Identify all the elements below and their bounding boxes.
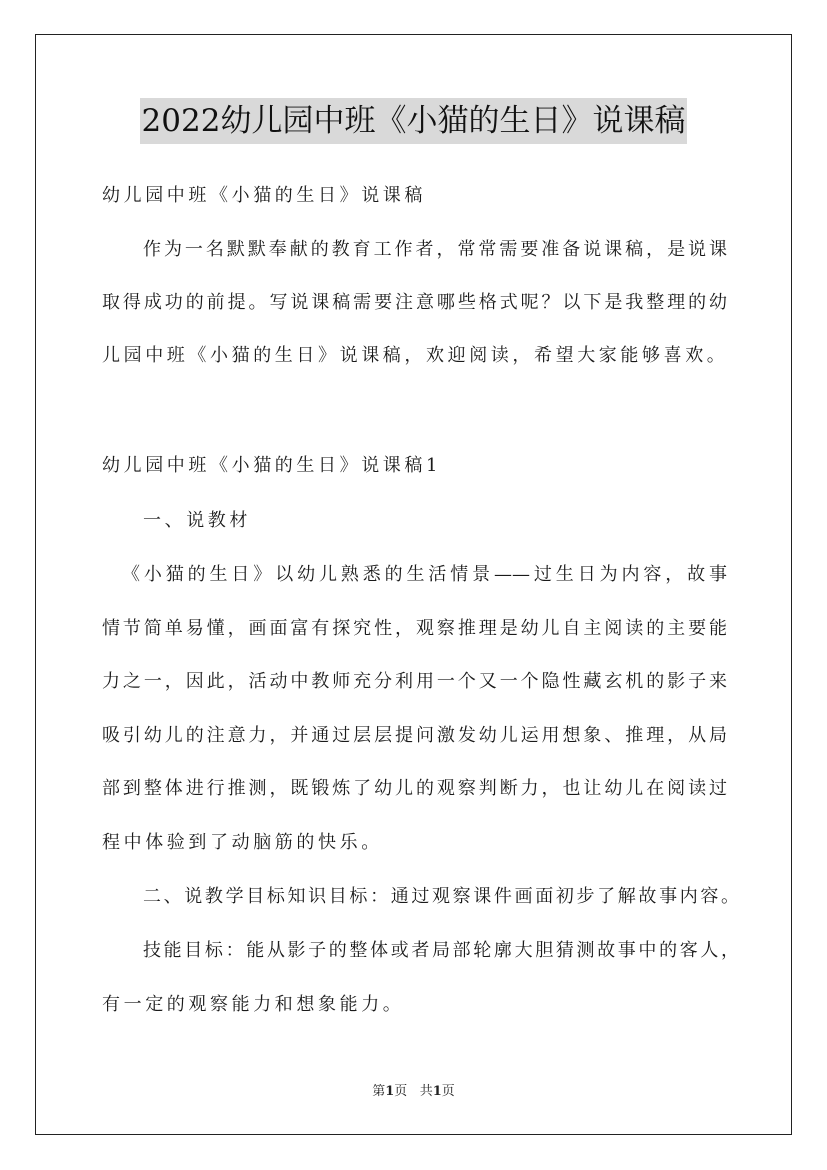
footer-page-prefix: 第 [372,1084,386,1099]
document-title: 2022幼儿园中班《小猫的生日》说课稿 [140,98,688,144]
section-heading: 幼儿园中班《小猫的生日》说课稿1 [102,455,442,476]
footer-page-suffix: 页 [394,1084,408,1099]
subsection-heading: 一、说教材 [143,510,251,531]
paragraph-line: 力之一，因此，活动中教师充分利用一个又一个隐性藏玄机的影子来 [102,671,727,692]
paragraph-line: 吸引幼儿的注意力，并通过层层提问激发幼儿运用想象、推理，从局 [102,725,727,746]
paragraph-line: 儿园中班《小猫的生日》说课稿，欢迎阅读，希望大家能够喜欢。 [102,345,729,366]
paragraph-line: 二、说教学目标知识目标：通过观察课件画面初步了解故事内容。 [143,886,739,907]
paragraph-line: 取得成功的前提。写说课稿需要注意哪些格式呢？以下是我整理的幼 [102,292,727,313]
paragraph-line: 部到整体进行推测，既锻炼了幼儿的观察判断力，也让幼儿在阅读过 [102,778,727,799]
footer-total-number: 1 [432,1084,442,1099]
paragraph-line: 技能目标：能从影子的整体或者局部轮廓大胆猜测故事中的客人， [143,940,739,961]
footer-total-suffix: 页 [441,1084,455,1099]
page-footer [0,1083,827,1101]
footer-total-prefix: 共 [419,1084,433,1099]
paragraph-line: 情节简单易懂，画面富有探究性，观察推理是幼儿自主阅读的主要能 [102,618,727,639]
paragraph-line: 程中体验到了动脑筋的快乐。 [102,832,383,853]
paragraph-line: 有一定的观察能力和想象能力。 [102,994,405,1015]
title-container [0,98,827,144]
paragraph-line: 《小猫的生日》以幼儿熟悉的生活情景——过生日为内容，故事 [122,564,727,585]
footer-page-number: 1 [385,1084,395,1099]
subtitle-line: 幼儿园中班《小猫的生日》说课稿 [102,185,426,206]
paragraph-line: 作为一名默默奉献的教育工作者，常常需要准备说课稿，是说课 [143,239,727,260]
